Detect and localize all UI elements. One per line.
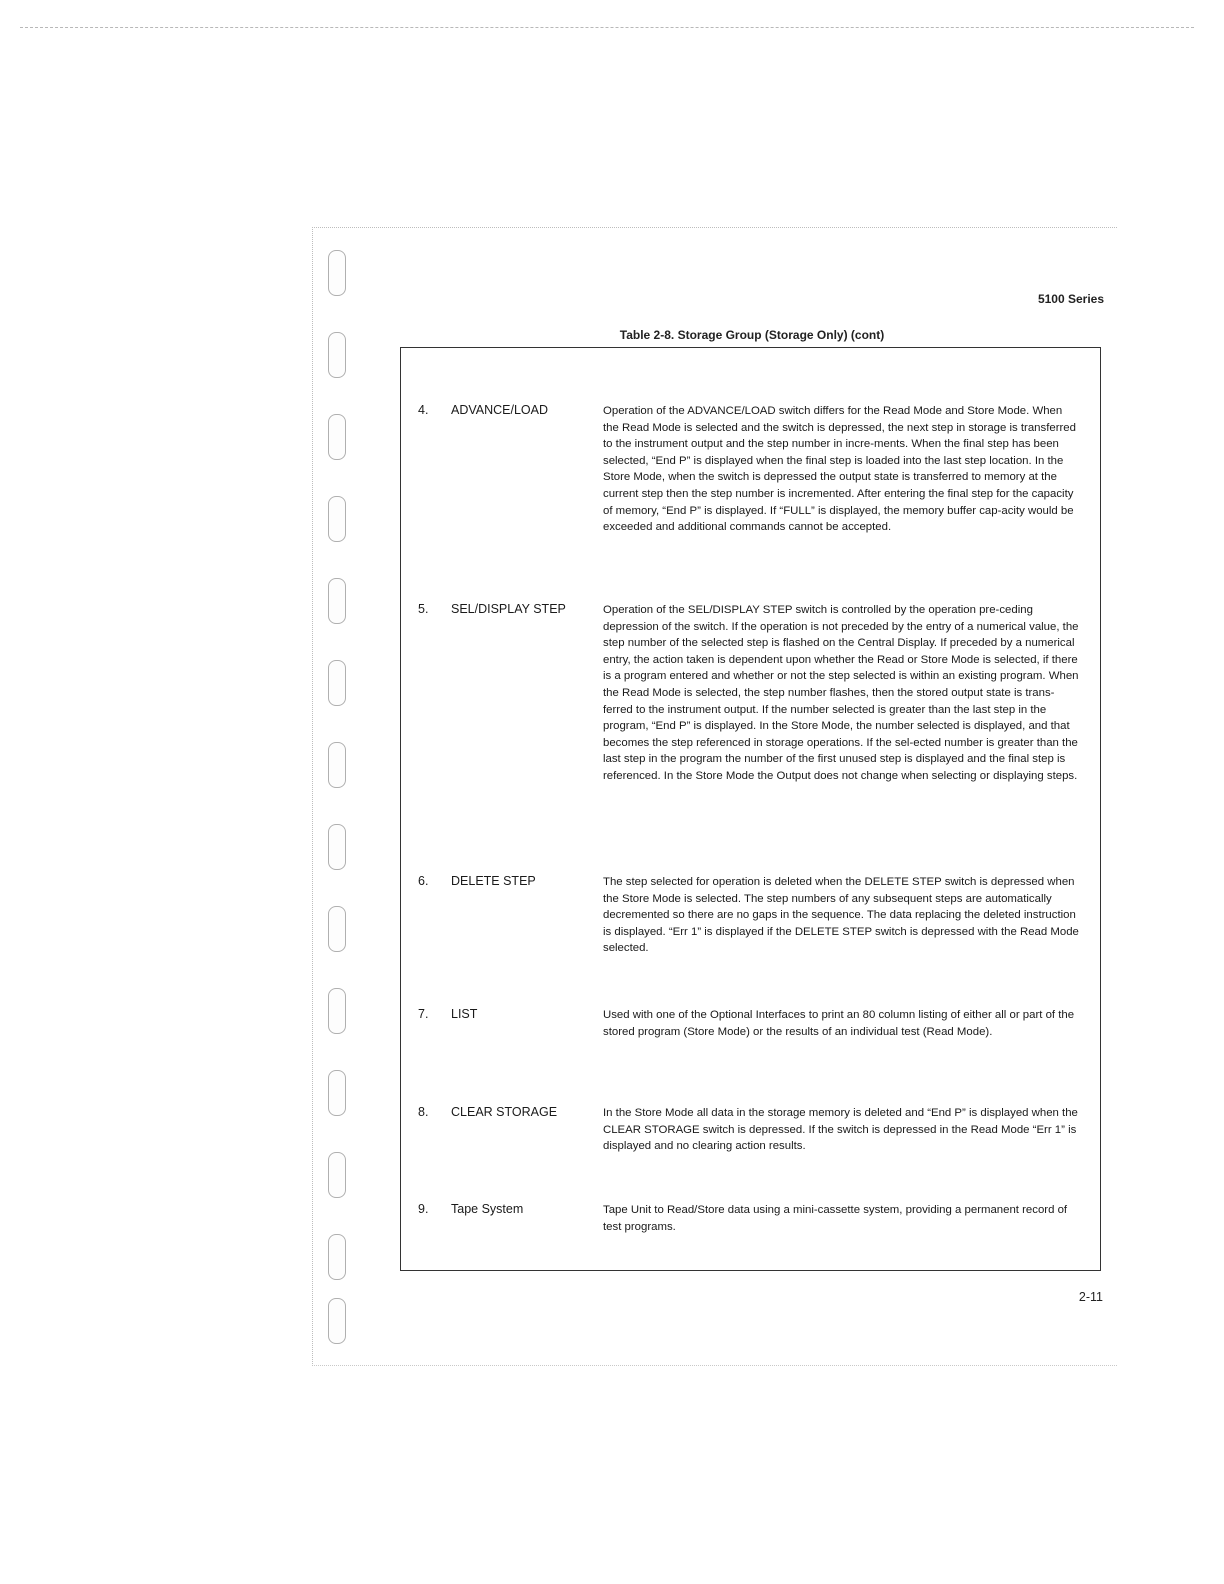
punch-hole-icon xyxy=(328,496,346,542)
row-switch-name: CLEAR STORAGE xyxy=(451,1105,558,1119)
row-switch-name: LIST xyxy=(451,1007,478,1021)
punch-hole-icon xyxy=(328,660,346,706)
row-number: 4. xyxy=(418,403,429,417)
row-number: 5. xyxy=(418,602,429,616)
punch-hole-icon xyxy=(328,988,346,1034)
punch-hole-icon xyxy=(328,578,346,624)
row-number: 7. xyxy=(418,1007,429,1021)
table-title: Table 2-8. Storage Group (Storage Only) (cont) xyxy=(619,328,885,342)
storage-group-table xyxy=(400,347,1101,1271)
punch-hole-icon xyxy=(328,250,346,296)
row-switch-name: Tape System xyxy=(451,1202,524,1216)
punch-hole-icon xyxy=(328,1298,346,1344)
punch-hole-icon xyxy=(328,1234,346,1280)
row-switch-name: SEL/DISPLAY STEP xyxy=(451,602,566,616)
punch-hole-icon xyxy=(328,1070,346,1116)
row-description: Used with one of the Optional Interfaces to print an 80 column listing of either all or part of the stored program (Store Mode) or the results of an individual test (Read Mode). xyxy=(603,1009,1075,1038)
row-number: 6. xyxy=(418,874,429,888)
punch-hole-icon xyxy=(328,824,346,870)
row-description: Tape Unit to Read/Store data using a mini-cassette system, providing a permanent record of test programs. xyxy=(603,1204,1068,1233)
row-number: 8. xyxy=(418,1105,429,1119)
row-description: Operation of the ADVANCE/LOAD switch differs for the Read Mode and Store Mode. When the Read Mode is selected and the switch is depressed, the next step in storage is transferred to the instrument output and the step number in incre-ments. When the final step has been selected, “End P” is displayed when the final step is loaded into the last step location. In the Store Mode, when the switch is depressed the output state is transferred to memory at the current step then the step number is incremented. After entering the final step for the capacity of memory, “End P” is displayed. If “FULL” is displayed, the memory buffer cap-acity would be exceeded and additional commands cannot be accepted. xyxy=(603,405,1076,534)
row-description: Operation of the SEL/DISPLAY STEP switch is controlled by the operation pre-ceding depression of the switch. If the operation is not preceded by the entry of a numerical value, the step number of the selected step is flashed on the Central Display. If preceded by a numerical entry, the action taken is dependent upon whether the Read or Store Mode is selected, if there is a program entered and whether or not the step selected is within an existing program. When the Read Mode is selected, the step number flashes, then the stored output state is trans-ferred to the instrument output. If the number selected is greater than the last step in the program, “End P” is displayed. In the Store Mode, the number selected is displayed, and that becomes the step referenced in storage operations. If the sel-ected number is greater than the last step in the program the number of the first unused step is displayed and the final step is referenced. In the Store Mode the Output does not change when selecting or displaying steps. xyxy=(603,604,1079,782)
binder-punch-holes xyxy=(328,250,348,1350)
punch-hole-icon xyxy=(328,1152,346,1198)
row-description: The step selected for operation is deleted when the DELETE STEP switch is depressed when the Store Mode is selected. The step numbers of any subsequent steps are automatically decremented so there are no gaps in the sequence. The data replacing the deleted instruction is displayed. “Err 1” is displayed if the DELETE STEP switch is depressed with the Read Mode selected. xyxy=(603,876,1079,955)
punch-hole-icon xyxy=(328,906,346,952)
punch-hole-icon xyxy=(328,414,346,460)
row-switch-name: ADVANCE/LOAD xyxy=(451,403,549,417)
row-description: In the Store Mode all data in the storage memory is deleted and “End P” is displayed when the CLEAR STORAGE switch is depressed. If the switch is depressed in the Read Mode “Err 1” is displayed and no clearing action results. xyxy=(603,1107,1078,1153)
scan-top-edge-line xyxy=(20,27,1194,28)
punch-hole-icon xyxy=(328,742,346,788)
row-switch-name: DELETE STEP xyxy=(451,874,536,888)
row-number: 9. xyxy=(418,1202,429,1216)
series-label: 5100 Series xyxy=(1037,292,1104,306)
page-number: 2-11 xyxy=(1078,1290,1103,1304)
punch-hole-icon xyxy=(328,332,346,378)
